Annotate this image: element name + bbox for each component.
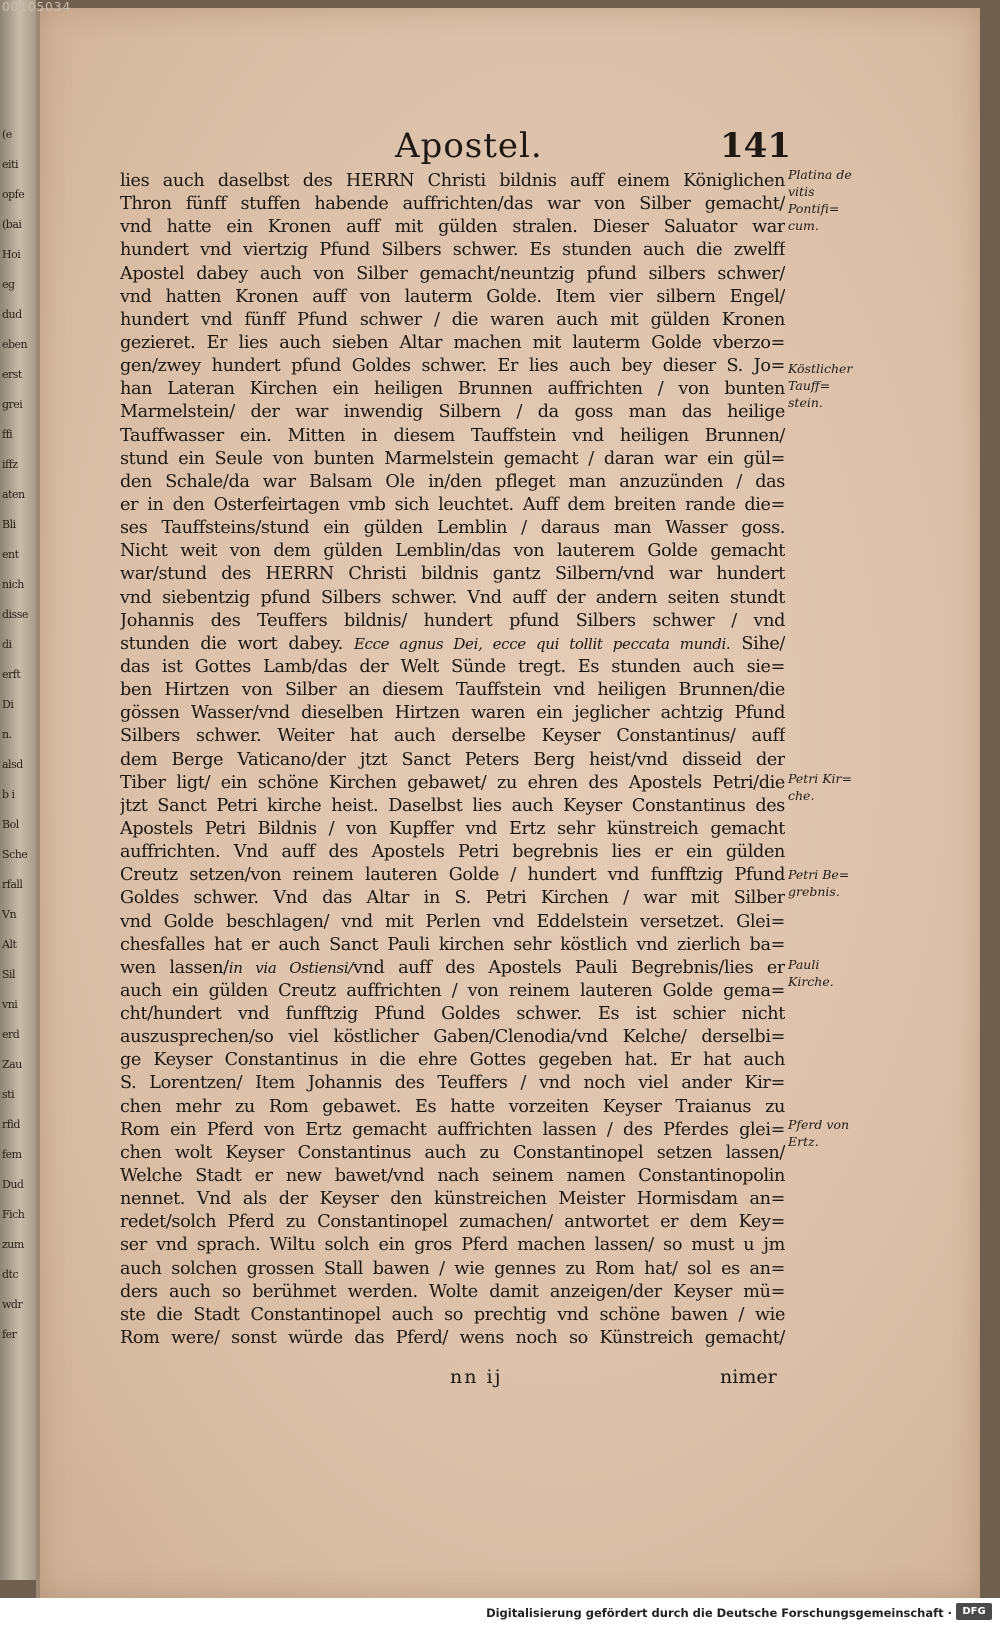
adjacent-page-fragment: b i <box>2 788 15 801</box>
marginal-note: Petri Be= grebnis. <box>788 867 850 899</box>
text-line <box>120 864 785 887</box>
text-line <box>120 1234 785 1257</box>
body-text <box>120 170 785 1350</box>
text-line-content: Welche Stadt er new bawet/vnd nach seinem namen Constantinopolin <box>120 1166 785 1187</box>
text-line-content: Apostel dabey auch von Silber gemacht/neuntzig pfund silbers schwer/ <box>120 263 785 284</box>
adjacent-page-fragment: erd <box>2 1028 20 1041</box>
text-line-content: han Lateran Kirchen ein heiligen Brunnen auffrichten / von bunten <box>120 379 785 400</box>
text-line <box>120 934 785 957</box>
text-line <box>120 656 785 679</box>
adjacent-page-fragment: iffz <box>2 458 18 471</box>
text-line <box>120 795 785 818</box>
adjacent-page-fragment: dud <box>2 308 22 321</box>
text-line <box>120 702 785 725</box>
text-line-content: Apostels Petri Bildnis / von Kupffer vnd Ertz sehr künstreich gemacht <box>120 818 785 839</box>
adjacent-page-fragment: erft <box>2 668 21 681</box>
text-line-content: chesfalles hat er auch Sanct Pauli kirchen sehr köstlich vnd zierlich ba= <box>120 934 785 955</box>
marginal-note: Pauli Kirche. <box>788 957 834 989</box>
text-line <box>120 772 785 795</box>
text-line <box>120 911 785 934</box>
page-number: 141 <box>720 126 791 166</box>
text-line <box>120 1026 785 1049</box>
text-line <box>120 378 785 401</box>
text-line-content: vnd Golde beschlagen/ vnd mit Perlen vnd Eddelstein versetzet. Glei= <box>120 911 785 932</box>
adjacent-page-fragment: eiti <box>2 158 18 171</box>
adjacent-page-fragment: fer <box>2 1328 17 1341</box>
text-line-content: ses Tauffsteins/stund ein gülden Lemblin / daraus man Wasser goss. <box>120 518 785 539</box>
text-line-content: Tiber ligt/ ein schöne Kirchen gebawet/ zu ehren des Apostels Petri/die <box>120 772 785 793</box>
text-line-content: den Schale/da war Balsam Ole in/den pfleget man anzuzünden / das <box>120 471 785 492</box>
text-line-content: Rom were/ sonst würde das Pferd/ wens noch so Künstreich gemacht/ <box>120 1328 785 1349</box>
scan-id: 00105034 <box>2 0 72 14</box>
adjacent-page-fragment: dtc <box>2 1268 19 1281</box>
adjacent-page-fragment: erst <box>2 368 22 381</box>
marginal-note: Köstlicher Tauff= stein. <box>788 361 853 410</box>
text-line <box>120 587 785 610</box>
adjacent-page-fragment: eg <box>2 278 15 291</box>
text-line-content: gössen Wasser/vnd dieselben Hirtzen waren ein jeglicher achtzig Pfund <box>120 703 785 724</box>
text-line <box>120 1049 785 1072</box>
text-line-content: Goldes schwer. Vnd das Altar in S. Petri Kirchen / war mit Silber <box>120 888 785 909</box>
adjacent-page-fragment: vni <box>2 998 18 1011</box>
text-line <box>120 1281 785 1304</box>
text-line-content: auszusprechen/so viel köstlicher Gaben/Clenodia/vnd Kelche/ derselbi= <box>120 1027 785 1048</box>
text-line <box>120 401 785 424</box>
adjacent-page-fragment: ent <box>2 548 19 561</box>
footer-bar <box>0 1598 1000 1627</box>
catchword: nimer <box>720 1366 777 1388</box>
text-line <box>120 1211 785 1234</box>
adjacent-page-fragment: zum <box>2 1238 24 1251</box>
text-line-content: ben Hirtzen von Silber an diesem Tauffstein vnd heiligen Brunnen/die <box>120 680 785 701</box>
text-line <box>120 563 785 586</box>
dfg-logo-icon: DFG <box>956 1603 992 1620</box>
adjacent-page-fragment: n. <box>2 728 12 741</box>
adjacent-page-fragment: (bai <box>2 218 22 231</box>
text-line <box>120 633 785 656</box>
text-line-content: dem Berge Vaticano/der jtzt Sanct Peters Berg heist/vnd disseid der <box>120 749 785 770</box>
marginal-note: Petri Kir= che. <box>788 771 853 803</box>
text-line-content: stunden die wort dabey. <box>120 633 343 654</box>
text-line-content: war/stund des HERRN Christi bildnis gantz Silbern/vnd war hundert <box>120 564 785 585</box>
text-line <box>120 1003 785 1026</box>
adjacent-page-fragment: Zau <box>2 1058 22 1071</box>
text-line <box>120 355 785 378</box>
adjacent-page-fragment: ffi <box>2 428 13 441</box>
adjacent-page-fragment: di <box>2 638 12 651</box>
adjacent-page-fragment: Vn <box>2 908 17 921</box>
text-line <box>120 1258 785 1281</box>
text-line <box>120 1188 785 1211</box>
text-line-content: gen/zwey hundert pfund Goldes schwer. Er lies auch bey dieser S. Jo= <box>120 356 785 377</box>
text-line <box>120 725 785 748</box>
adjacent-page-fragment: rfid <box>2 1118 20 1131</box>
adjacent-page-fragment: Dud <box>2 1178 24 1191</box>
adjacent-page-fragment: aten <box>2 488 25 501</box>
text-line <box>120 610 785 633</box>
text-line <box>120 1327 785 1350</box>
text-line-content: Marmelstein/ der war inwendig Silbern / da goss man das heilige <box>120 402 785 423</box>
book-page <box>36 8 980 1598</box>
text-line-content: Nicht weit von dem gülden Lemblin/das von lauterem Golde gemacht <box>120 541 785 562</box>
text-line <box>120 193 785 216</box>
text-line-content: S. Lorentzen/ Item Johannis des Teuffers / vnd noch viel ander Kir= <box>120 1073 785 1094</box>
text-line-content: vnd hatten Kronen auff von lauterm Golde. Item vier silbern Engel/ <box>120 286 785 307</box>
text-line <box>120 1072 785 1095</box>
text-line <box>120 263 785 286</box>
text-line <box>120 286 785 309</box>
text-line-content: auch ein gülden Creutz auffrichten / von reinem lauteren Golde gema= <box>120 980 785 1001</box>
adjacent-page-fragment: Sil <box>2 968 16 981</box>
text-line <box>120 309 785 332</box>
text-line <box>120 216 785 239</box>
adjacent-page-fragment: fem <box>2 1148 22 1161</box>
text-line-content: auch solchen grossen Stall bawen / wie gennes zu Rom hat/ sol es an= <box>120 1258 785 1279</box>
latin-phrase: in via Ostiensi/ <box>228 958 353 977</box>
text-line <box>120 425 785 448</box>
adjacent-page-fragment: Fich <box>2 1208 25 1221</box>
text-line <box>120 749 785 772</box>
text-line-content: ders auch so berühmet werden. Wolte damit anzeigen/der Keyser mü= <box>120 1281 785 1302</box>
adjacent-page-fragment: Bol <box>2 818 19 831</box>
text-line <box>120 540 785 563</box>
text-line-content: chen mehr zu Rom gebawet. Es hatte vorzeiten Keyser Traianus zu <box>120 1096 785 1117</box>
text-line <box>120 980 785 1003</box>
signature-mark: nn ij <box>450 1366 503 1388</box>
text-line-content: das ist Gottes Lamb/das der Welt Sünde tregt. Es stunden auch sie= <box>120 656 785 677</box>
text-line <box>120 332 785 355</box>
text-line-content: redet/solch Pferd zu Constantinopel zumachen/ antwortet er dem Key= <box>120 1212 785 1233</box>
text-line <box>120 818 785 841</box>
latin-quote-tail: Sihe/ <box>741 633 785 654</box>
text-line-content: ser vnd sprach. Wiltu solch ein gros Pferd machen lassen/ so must u jm <box>120 1235 785 1256</box>
text-line-content: wen lassen/ <box>120 957 229 978</box>
text-line-content: vnd hatte ein Kronen auff mit gülden stralen. Dieser Saluator war <box>120 217 785 238</box>
text-line <box>120 679 785 702</box>
text-line <box>120 1165 785 1188</box>
text-line-content: Rom ein Pferd von Ertz gemacht auffrichten lassen / des Pferdes glei= <box>120 1119 785 1140</box>
footer-credit: Digitalisierung gefördert durch die Deutsche Forschungsgemeinschaft · <box>486 1606 952 1620</box>
text-line-content: hundert vnd fünff Pfund schwer / die waren auch mit gülden Kronen <box>120 309 785 330</box>
adjacent-page-fragment: grei <box>2 398 23 411</box>
text-line <box>120 957 785 980</box>
text-line-content: chen wolt Keyser Constantinus auch zu Constantinopel setzen lassen/ <box>120 1142 785 1163</box>
text-line-content: lies auch daselbst des HERRN Christi bildnis auff einem Königlichen <box>120 171 785 191</box>
adjacent-page-fragment: Hoi <box>2 248 21 261</box>
text-line-content: Silbers schwer. Weiter hat auch derselbe Keyser Constantinus/ auff <box>120 726 785 747</box>
text-line <box>120 239 785 262</box>
text-line <box>120 1304 785 1327</box>
text-line-content: stund ein Seule von bunten Marmelstein gemacht / daran war ein gül= <box>120 448 785 469</box>
text-line-content: nennet. Vnd als der Keyser den künstreichen Meister Hormisdam an= <box>120 1189 785 1210</box>
text-line <box>120 494 785 517</box>
text-line <box>120 448 785 471</box>
text-line-content: jtzt Sanct Petri kirche heist. Daselbst lies auch Keyser Constantinus des <box>120 795 785 816</box>
text-line <box>120 517 785 540</box>
text-line-content: ste die Stadt Constantinopel auch so prechtig vnd schöne bawen / wie <box>120 1304 785 1325</box>
text-line-content: Johannis des Teuffers bildnis/ hundert pfund Silbers schwer / vnd <box>120 610 785 631</box>
text-line <box>120 841 785 864</box>
latin-quote: Ecce agnus Dei, ecce qui tollit peccata mundi. <box>353 634 731 653</box>
text-line-content: Thron fünff stuffen habende auffrichten/das war von Silber gemacht/ <box>120 194 785 215</box>
adjacent-page-fragment: Di <box>2 698 14 711</box>
text-line <box>120 471 785 494</box>
text-line-content: Creutz setzen/von reinem lauteren Golde / hundert vnd funfftzig Pfund <box>120 865 785 886</box>
text-line-content: auffrichten. Vnd auff des Apostels Petri begrebnis lies er ein gülden <box>120 842 785 863</box>
text-line-content: hundert vnd viertzig Pfund Silbers schwer. Es stunden auch die zwelff <box>120 240 785 261</box>
adjacent-page-fragment: eben <box>2 338 28 351</box>
adjacent-page-fragment: wdr <box>2 1298 23 1311</box>
adjacent-page-fragment: rfall <box>2 878 23 891</box>
adjacent-page-fragment: opfe <box>2 188 25 201</box>
text-line <box>120 887 785 910</box>
latin-phrase-tail: vnd auff des Apostels Pauli Begrebnis/lies er <box>352 957 785 978</box>
text-line <box>120 1142 785 1165</box>
text-line-content: gezieret. Er lies auch sieben Altar machen mit lauterm Golde vberzo= <box>120 332 785 353</box>
adjacent-page-edge <box>0 0 36 1580</box>
marginal-note: Pferd von Ertz. <box>788 1117 850 1149</box>
adjacent-page-fragment: alsd <box>2 758 23 771</box>
adjacent-page-fragment: Sche <box>2 848 28 861</box>
adjacent-page-fragment: Alt <box>2 938 17 951</box>
text-line-content: vnd siebentzig pfund Silbers schwer. Vnd auff der andern seiten stundt <box>120 587 785 608</box>
adjacent-page-fragment: disse <box>2 608 28 621</box>
adjacent-page-fragment: sti <box>2 1088 15 1101</box>
adjacent-page-fragment: (e <box>2 128 12 141</box>
adjacent-page-fragment: Bli <box>2 518 16 531</box>
text-line-content: Tauffwasser ein. Mitten in diesem Tauffstein vnd heiligen Brunnen/ <box>120 425 785 446</box>
running-head: Apostel. <box>395 126 543 166</box>
text-line-content: ge Keyser Constantinus in die ehre Gottes gegeben hat. Er hat auch <box>120 1050 785 1071</box>
text-line-content: er in den Osterfeirtagen vmb sich leuchtet. Auff dem breiten rande die= <box>120 494 785 515</box>
adjacent-page-fragment: nich <box>2 578 24 591</box>
text-line <box>120 170 785 193</box>
text-line <box>120 1096 785 1119</box>
text-line-content: cht/hundert vnd funfftzig Pfund Goldes schwer. Es ist schier nicht <box>120 1004 785 1025</box>
text-line <box>120 1119 785 1142</box>
marginal-note: Platina de vitis Pontifi= cum. <box>788 167 852 233</box>
